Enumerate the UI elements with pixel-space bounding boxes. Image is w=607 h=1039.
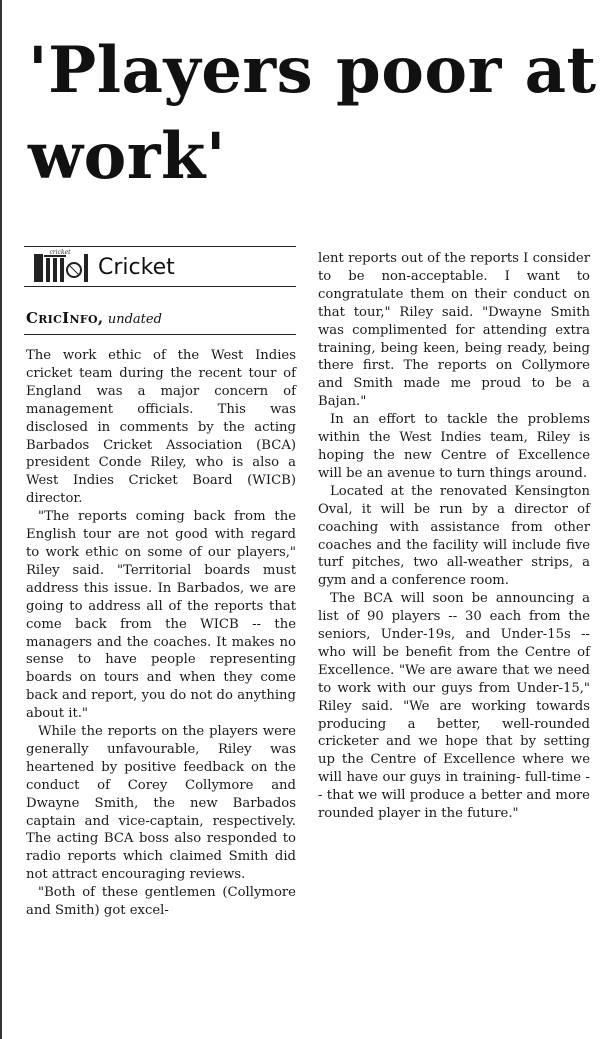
paragraph: Located at the renovated Kensington Oval, it will be run by a director of coaching with assistance from other coaches and the facility will include five turf pitches, two all-weather strips, a gym and a conference room. xyxy=(318,483,590,589)
byline-date: undated xyxy=(107,312,162,327)
paragraph: lent reports out of the reports I consider to be non-acceptable. I want to congratulate them on their conduct on that tour," Riley said. "Dwayne Smith was complimented for attending extra training, being keen, being ready, being there first. The reports on Collymore and Smith made me proud to be a Bajan." xyxy=(318,251,590,410)
section-rule-top xyxy=(24,246,296,247)
section-name: Cricket xyxy=(98,255,175,280)
paragraph: The BCA will soon be announcing a list of 90 players -- 30 each from the seniors, Under-19s, and Under-15s -- who will be benefit from the Centre of Excellence. "We are aware that we need to work with our guys from Under-15," Riley said. "We are working towards producing a better, well-rounded cricketer and we hope that by setting up the Centre of Excellence where we will have our guys in training- full-time -- that we will produce a better and more rounded player in the future." xyxy=(318,591,590,822)
cricket-logo-icon xyxy=(30,248,92,284)
paragraph: "Both of these gentlemen (Collymore and Smith) got excel- xyxy=(26,885,296,919)
headline: 'Players poor at work' xyxy=(28,33,597,194)
byline-rule xyxy=(24,334,296,335)
svg-text:cricket: cricket xyxy=(49,249,71,256)
byline xyxy=(26,308,162,330)
section-rule-bottom xyxy=(24,286,296,287)
paragraph: "The reports coming back from the English tour are not good with regard to work ethic on some of our players," Riley said. "Territorial boards must address this issue. In Barbados, we are going to address all of the reports that come back from the WICB -- the managers and the coaches. It makes no sense to have people representing boards on tours and when they come back and report, you do not do anything about it." xyxy=(26,509,296,722)
paragraph: While the reports on the players were generally unfavourable, Riley was heartened by positive feedback on the conduct of Corey Collymore and Dwayne Smith, the new Barbados captain and vice-captain, respectively. The acting BCA boss also responded to radio reports which claimed Smith did not attract encouraging reviews. xyxy=(26,724,296,883)
paragraph: The work ethic of the West Indies cricket team during the recent tour of England was a major concern of management officials. This was disclosed in comments by the acting Barbados Cricket Association (BCA) president Conde Riley, who is also a West Indies Cricket Board (WICB) director. xyxy=(26,348,296,507)
byline-source: CricInfo, xyxy=(26,309,104,327)
article-column-left xyxy=(26,347,296,920)
paragraph: In an effort to tackle the problems within the West Indies team, Riley is hoping the new Centre of Excellence will be an avenue to turn things around. xyxy=(318,412,590,481)
article-column-right xyxy=(318,250,590,823)
